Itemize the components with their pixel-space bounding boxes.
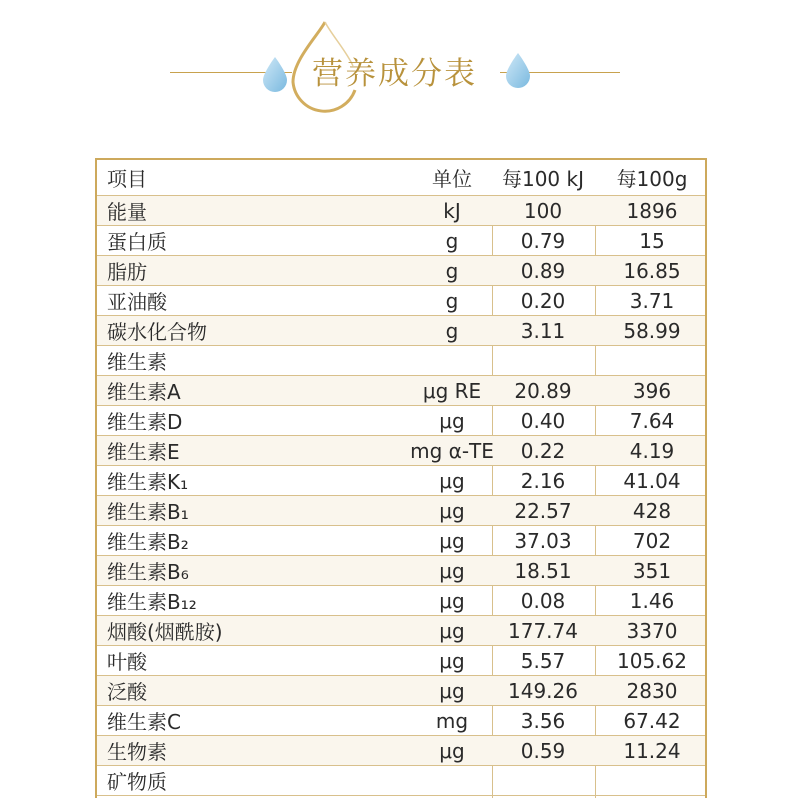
table-row bbox=[97, 286, 705, 316]
table-row bbox=[97, 706, 705, 736]
row-per-100kj: 0.89 bbox=[520, 258, 566, 283]
row-per-100kj bbox=[497, 766, 589, 795]
table-row bbox=[97, 766, 705, 796]
row-per-100g: 11.24 bbox=[623, 738, 681, 763]
row-per-100kj: 18.51 bbox=[514, 558, 572, 583]
row-per-100g bbox=[602, 346, 702, 375]
table-row bbox=[97, 316, 705, 346]
row-per-100g: 105.62 bbox=[617, 648, 687, 673]
row-name: 维生素D bbox=[107, 410, 183, 434]
row-per-100g: 1.46 bbox=[629, 588, 675, 613]
row-per-100g: 1896 bbox=[626, 198, 678, 223]
row-per-100g: 3370 bbox=[626, 618, 678, 643]
row-name: 维生素 bbox=[107, 350, 167, 374]
row-per-100g: 16.85 bbox=[623, 258, 681, 283]
row-per-100kj: 22.57 bbox=[514, 498, 572, 523]
column-header-unit: 单位 bbox=[432, 167, 472, 191]
row-per-100kj: 0.20 bbox=[520, 288, 566, 313]
row-unit: kJ bbox=[443, 198, 461, 223]
row-per-100kj: 5.57 bbox=[520, 648, 566, 673]
table-row bbox=[97, 736, 705, 766]
row-unit: g bbox=[445, 318, 459, 343]
row-name: 脂肪 bbox=[107, 260, 147, 284]
table-row bbox=[97, 406, 705, 436]
row-per-100kj: 100 bbox=[523, 198, 563, 223]
row-per-100g: 396 bbox=[632, 378, 672, 403]
table-row bbox=[97, 256, 705, 286]
row-name: 烟酸(烟酰胺) bbox=[107, 620, 223, 644]
nutrition-table bbox=[95, 158, 707, 798]
row-name: 叶酸 bbox=[107, 650, 147, 674]
row-unit: g bbox=[445, 288, 459, 313]
row-name: 碳水化合物 bbox=[107, 320, 207, 344]
table-header-row bbox=[97, 160, 705, 196]
row-per-100kj: 149.26 bbox=[508, 678, 578, 703]
row-name: 维生素B₁ bbox=[107, 500, 189, 524]
row-name: 亚油酸 bbox=[107, 290, 167, 314]
row-name: 维生素K₁ bbox=[107, 470, 189, 494]
page-title: 营养成分表 bbox=[312, 56, 477, 92]
row-per-100kj: 20.89 bbox=[514, 378, 572, 403]
row-name: 维生素A bbox=[107, 380, 181, 404]
row-per-100g: 58.99 bbox=[623, 318, 681, 343]
row-name: 维生素E bbox=[107, 440, 180, 464]
table-row bbox=[97, 526, 705, 556]
table-row bbox=[97, 676, 705, 706]
table-row bbox=[97, 496, 705, 526]
header bbox=[0, 0, 790, 140]
row-per-100g: 702 bbox=[632, 528, 672, 553]
table-row bbox=[97, 466, 705, 496]
row-per-100g bbox=[602, 766, 702, 795]
row-name: 能量 bbox=[107, 200, 147, 224]
table-row bbox=[97, 226, 705, 256]
table-row bbox=[97, 556, 705, 586]
row-unit: mg bbox=[435, 708, 469, 733]
row-unit: mg α-TE bbox=[410, 438, 494, 463]
row-name: 维生素B₂ bbox=[107, 530, 189, 554]
row-name: 生物素 bbox=[107, 740, 167, 764]
row-unit: μg bbox=[439, 498, 465, 523]
table-row bbox=[97, 646, 705, 676]
row-per-100kj bbox=[497, 346, 589, 375]
column-header-item: 项目 bbox=[107, 167, 147, 191]
water-drop-right-icon bbox=[505, 52, 531, 88]
row-unit: g bbox=[445, 258, 459, 283]
row-per-100kj: 177.74 bbox=[508, 618, 578, 643]
column-header-per-100g: 每100g bbox=[616, 167, 688, 191]
row-per-100g: 2830 bbox=[626, 678, 678, 703]
table-row bbox=[97, 196, 705, 226]
row-name: 维生素B₆ bbox=[107, 560, 189, 584]
row-per-100g: 15 bbox=[639, 228, 665, 253]
row-per-100g: 41.04 bbox=[623, 468, 681, 493]
row-per-100kj: 0.40 bbox=[520, 408, 566, 433]
row-per-100kj: 0.59 bbox=[520, 738, 566, 763]
row-per-100kj: 0.08 bbox=[520, 588, 566, 613]
row-unit bbox=[415, 766, 489, 795]
table-body bbox=[97, 196, 705, 796]
row-per-100kj: 3.11 bbox=[520, 318, 566, 343]
row-per-100g: 7.64 bbox=[629, 408, 675, 433]
row-per-100kj: 2.16 bbox=[520, 468, 566, 493]
row-per-100kj: 0.79 bbox=[520, 228, 566, 253]
table-row bbox=[97, 376, 705, 406]
row-per-100g: 3.71 bbox=[629, 288, 675, 313]
column-header-per-100kj: 每100 kJ bbox=[501, 167, 584, 191]
row-name: 维生素B₁₂ bbox=[107, 590, 197, 614]
row-name: 维生素C bbox=[107, 710, 181, 734]
row-name: 矿物质 bbox=[107, 770, 167, 794]
row-per-100g: 4.19 bbox=[629, 438, 675, 463]
row-unit: g bbox=[445, 228, 459, 253]
row-unit: μg bbox=[439, 588, 465, 613]
row-unit: μg RE bbox=[422, 378, 482, 403]
row-unit: μg bbox=[439, 618, 465, 643]
row-unit: μg bbox=[439, 678, 465, 703]
table-row bbox=[97, 586, 705, 616]
row-unit: μg bbox=[439, 528, 465, 553]
table-row bbox=[97, 346, 705, 376]
row-unit: μg bbox=[439, 408, 465, 433]
row-unit bbox=[415, 346, 489, 375]
table-row bbox=[97, 436, 705, 466]
row-unit: μg bbox=[439, 738, 465, 763]
row-per-100kj: 0.22 bbox=[520, 438, 566, 463]
table-row bbox=[97, 616, 705, 646]
row-per-100g: 351 bbox=[632, 558, 672, 583]
row-per-100g: 67.42 bbox=[623, 708, 681, 733]
row-unit: μg bbox=[439, 648, 465, 673]
row-per-100g: 428 bbox=[632, 498, 672, 523]
row-name: 蛋白质 bbox=[107, 230, 167, 254]
row-unit: μg bbox=[439, 468, 465, 493]
row-per-100kj: 37.03 bbox=[514, 528, 572, 553]
row-unit: μg bbox=[439, 558, 465, 583]
row-name: 泛酸 bbox=[107, 680, 147, 704]
row-per-100kj: 3.56 bbox=[520, 708, 566, 733]
